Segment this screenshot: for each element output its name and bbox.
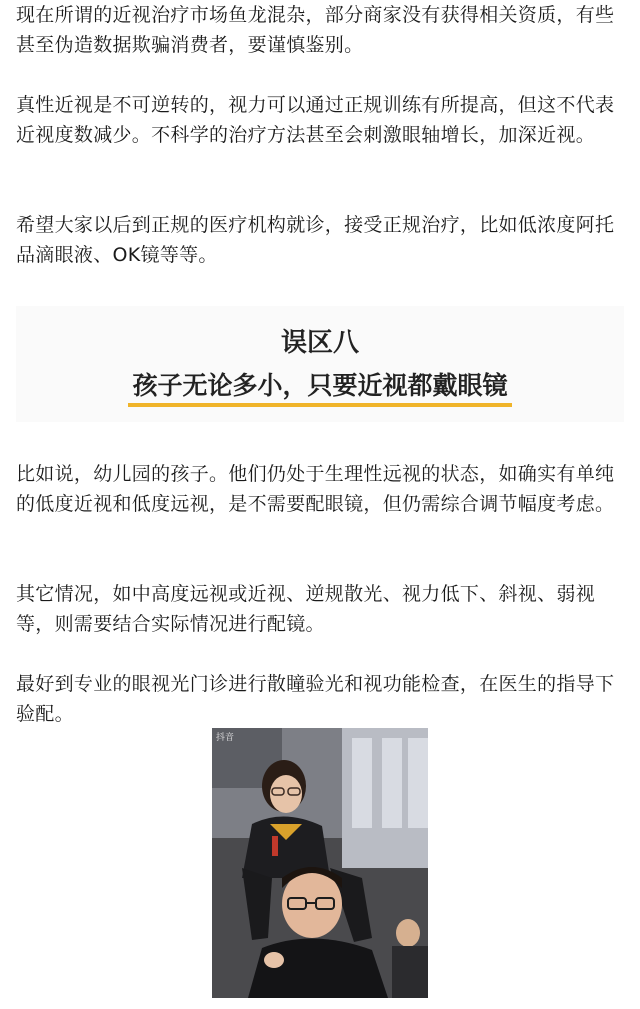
photo-watermark: 抖音 <box>216 733 235 743</box>
paragraph-2: 真性近视是不可逆转的，视力可以通过正规训练有所提高，但这不代表近视度数减少。不科学的治疗方法甚至会刺激眼轴增长，加深近视。 <box>16 94 615 146</box>
paragraph-1: 现在所谓的近视治疗市场鱼龙混杂，部分商家没有获得相关资质，有些甚至伪造数据欺骗消费者，要谨慎鉴别。 <box>16 4 615 56</box>
paragraph-4: 比如说，幼儿园的孩子。他们仍处于生理性远视的状态，如确实有单纯的低度近视和低度远视，是不需要配眼镜，但仍需综合调节幅度考虑。 <box>16 463 615 515</box>
photo-child-on-shoulders-icon <box>212 728 428 998</box>
banner-subtitle: 孩子无论多小，只要近视都戴眼镜 <box>128 369 511 407</box>
paragraph-5: 其它情况，如中高度远视或近视、逆规散光、视力低下、斜视、弱视等，则需要结合实际情况进行配镜。 <box>16 583 596 635</box>
article-photo <box>212 728 428 998</box>
banner-title: 误区八 <box>280 328 359 358</box>
section-banner <box>16 306 624 422</box>
banner-subtitle-wrap <box>16 369 624 407</box>
paragraph-3: 希望大家以后到正规的医疗机构就诊，接受正规治疗，比如低浓度阿托品滴眼液、OK镜等等。 <box>16 214 615 266</box>
paragraph-6: 最好到专业的眼视光门诊进行散瞳验光和视功能检查，在医生的指导下验配。 <box>16 673 615 725</box>
